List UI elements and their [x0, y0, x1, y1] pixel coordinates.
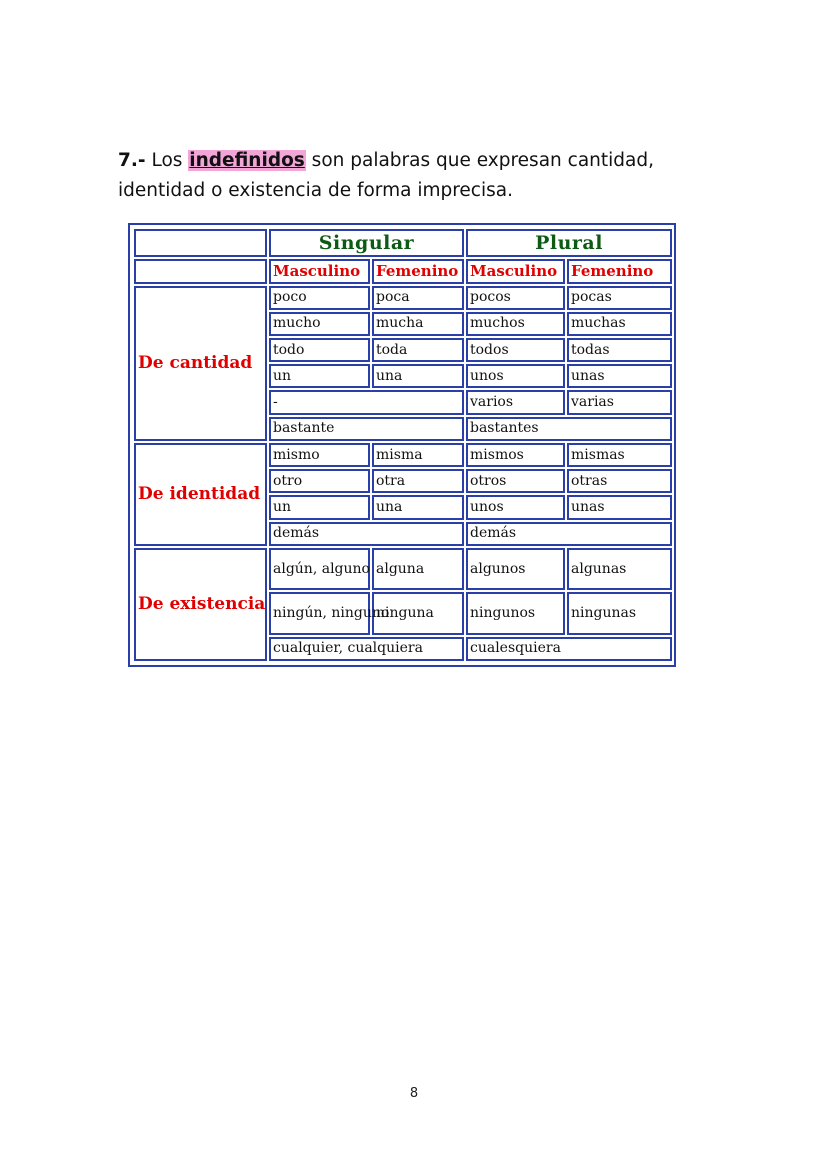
category-existencia: De existencia — [134, 548, 267, 661]
indefinidos-table — [128, 223, 676, 667]
table-cell: muchas — [567, 312, 672, 336]
table-cell: algún, alguno — [269, 548, 370, 590]
header-row — [134, 229, 672, 257]
empty-corner-cell — [134, 229, 267, 257]
table-cell: otro — [269, 469, 370, 493]
table-cell: ningún, ninguno — [269, 592, 370, 634]
plural-masculino-header: Masculino — [466, 259, 565, 283]
table-cell: una — [372, 495, 464, 519]
table-cell: poca — [372, 286, 464, 310]
table-cell: mismos — [466, 443, 565, 467]
table-row — [134, 443, 672, 467]
table-cell: ninguna — [372, 592, 464, 634]
definition-paragraph — [118, 146, 738, 206]
table-cell: ningunos — [466, 592, 565, 634]
indefinidos-grid — [132, 227, 674, 663]
table-cell: otras — [567, 469, 672, 493]
table-cell: otra — [372, 469, 464, 493]
table-cell: cualesquiera — [466, 637, 672, 661]
singular-femenino-header: Femenino — [372, 259, 464, 283]
table-cell: demás — [466, 522, 672, 546]
table-cell: mucha — [372, 312, 464, 336]
category-identidad: De identidad — [134, 443, 267, 546]
item-number: 7.- — [118, 150, 146, 171]
table-cell: varias — [567, 390, 672, 414]
table-cell: unas — [567, 364, 672, 388]
page-number: 8 — [409, 1086, 419, 1101]
table-cell: pocas — [567, 286, 672, 310]
table-cell: varios — [466, 390, 565, 414]
table-cell: pocos — [466, 286, 565, 310]
plural-femenino-header: Femenino — [567, 259, 672, 283]
table-cell: otros — [466, 469, 565, 493]
table-cell: unos — [466, 364, 565, 388]
table-cell: algunos — [466, 548, 565, 590]
paragraph-text-after: son palabras que expresan cantidad, identidad o existencia de forma imprecisa. — [118, 150, 654, 201]
singular-header: Singular — [269, 229, 464, 257]
table-cell: ningunas — [567, 592, 672, 634]
table-row — [134, 286, 672, 310]
table-cell: todas — [567, 338, 672, 362]
table-cell: todos — [466, 338, 565, 362]
table-cell: toda — [372, 338, 464, 362]
table-cell: un — [269, 495, 370, 519]
table-cell: bastantes — [466, 417, 672, 441]
table-cell: muchos — [466, 312, 565, 336]
table-row — [134, 548, 672, 590]
paragraph-text-before: Los — [145, 150, 189, 171]
table-cell: todo — [269, 338, 370, 362]
table-cell: bastante — [269, 417, 464, 441]
table-cell: alguna — [372, 548, 464, 590]
table-cell: algunas — [567, 548, 672, 590]
highlighted-term: indefinidos — [189, 150, 305, 171]
table-cell: unos — [466, 495, 565, 519]
table-cell: misma — [372, 443, 464, 467]
table-cell: mucho — [269, 312, 370, 336]
table-cell: una — [372, 364, 464, 388]
empty-corner-cell-2 — [134, 259, 267, 283]
table-cell: mismas — [567, 443, 672, 467]
gender-header-row — [134, 259, 672, 283]
plural-header: Plural — [466, 229, 672, 257]
table-cell: mismo — [269, 443, 370, 467]
singular-masculino-header: Masculino — [269, 259, 370, 283]
table-cell: unas — [567, 495, 672, 519]
category-cantidad: De cantidad — [134, 286, 267, 441]
table-cell-dash: - — [269, 390, 464, 414]
table-cell: un — [269, 364, 370, 388]
table-cell: demás — [269, 522, 464, 546]
table-cell: cualquier, cualquiera — [269, 637, 464, 661]
table-cell: poco — [269, 286, 370, 310]
